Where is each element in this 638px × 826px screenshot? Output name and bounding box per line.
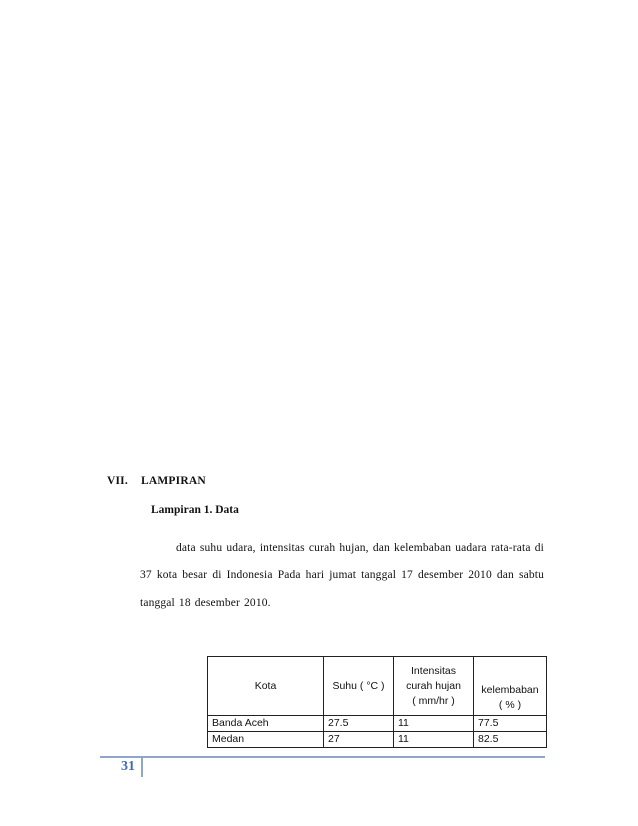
cell-kota: Medan bbox=[208, 732, 324, 748]
header-intensitas-line1: Intensitas bbox=[411, 664, 456, 677]
header-intensitas-line2: curah hujan bbox=[406, 679, 461, 692]
table-header-row bbox=[208, 657, 547, 716]
header-suhu: Suhu ( °C ) bbox=[324, 657, 394, 716]
cell-suhu: 27 bbox=[324, 732, 394, 748]
page-number-separator bbox=[141, 758, 143, 777]
header-intensitas bbox=[394, 657, 474, 716]
header-kelembaban bbox=[474, 657, 547, 716]
section-number: VII. bbox=[107, 475, 128, 487]
paragraph-line-2: 37 kota besar di Indonesia Pada hari jumat tanggal 17 desember 2010 dan sabtu bbox=[140, 569, 544, 581]
footer-rule bbox=[100, 756, 545, 758]
data-table bbox=[207, 656, 547, 748]
subsection-title: Lampiran 1. Data bbox=[151, 504, 239, 516]
header-kota: Kota bbox=[208, 657, 324, 716]
cell-kota: Banda Aceh bbox=[208, 716, 324, 732]
header-kelembaban-line2: ( % ) bbox=[498, 699, 522, 711]
table-row bbox=[208, 732, 547, 748]
header-kelembaban-line1: kelembaban bbox=[481, 684, 539, 696]
cell-suhu: 27.5 bbox=[324, 716, 394, 732]
page-number: 31 bbox=[121, 759, 135, 774]
cell-kelembaban: 82.5 bbox=[474, 732, 547, 748]
section-title: LAMPIRAN bbox=[141, 475, 206, 487]
header-intensitas-line3: ( mm/hr ) bbox=[412, 694, 455, 707]
table-row bbox=[208, 716, 547, 732]
paragraph-line-3: tanggal 18 desember 2010. bbox=[140, 597, 271, 609]
paragraph-line-1: data suhu udara, intensitas curah hujan, dan kelembaban uadara rata-rata di bbox=[176, 542, 544, 554]
cell-intensitas: 11 bbox=[394, 732, 474, 748]
cell-kelembaban: 77.5 bbox=[474, 716, 547, 732]
cell-intensitas: 11 bbox=[394, 716, 474, 732]
